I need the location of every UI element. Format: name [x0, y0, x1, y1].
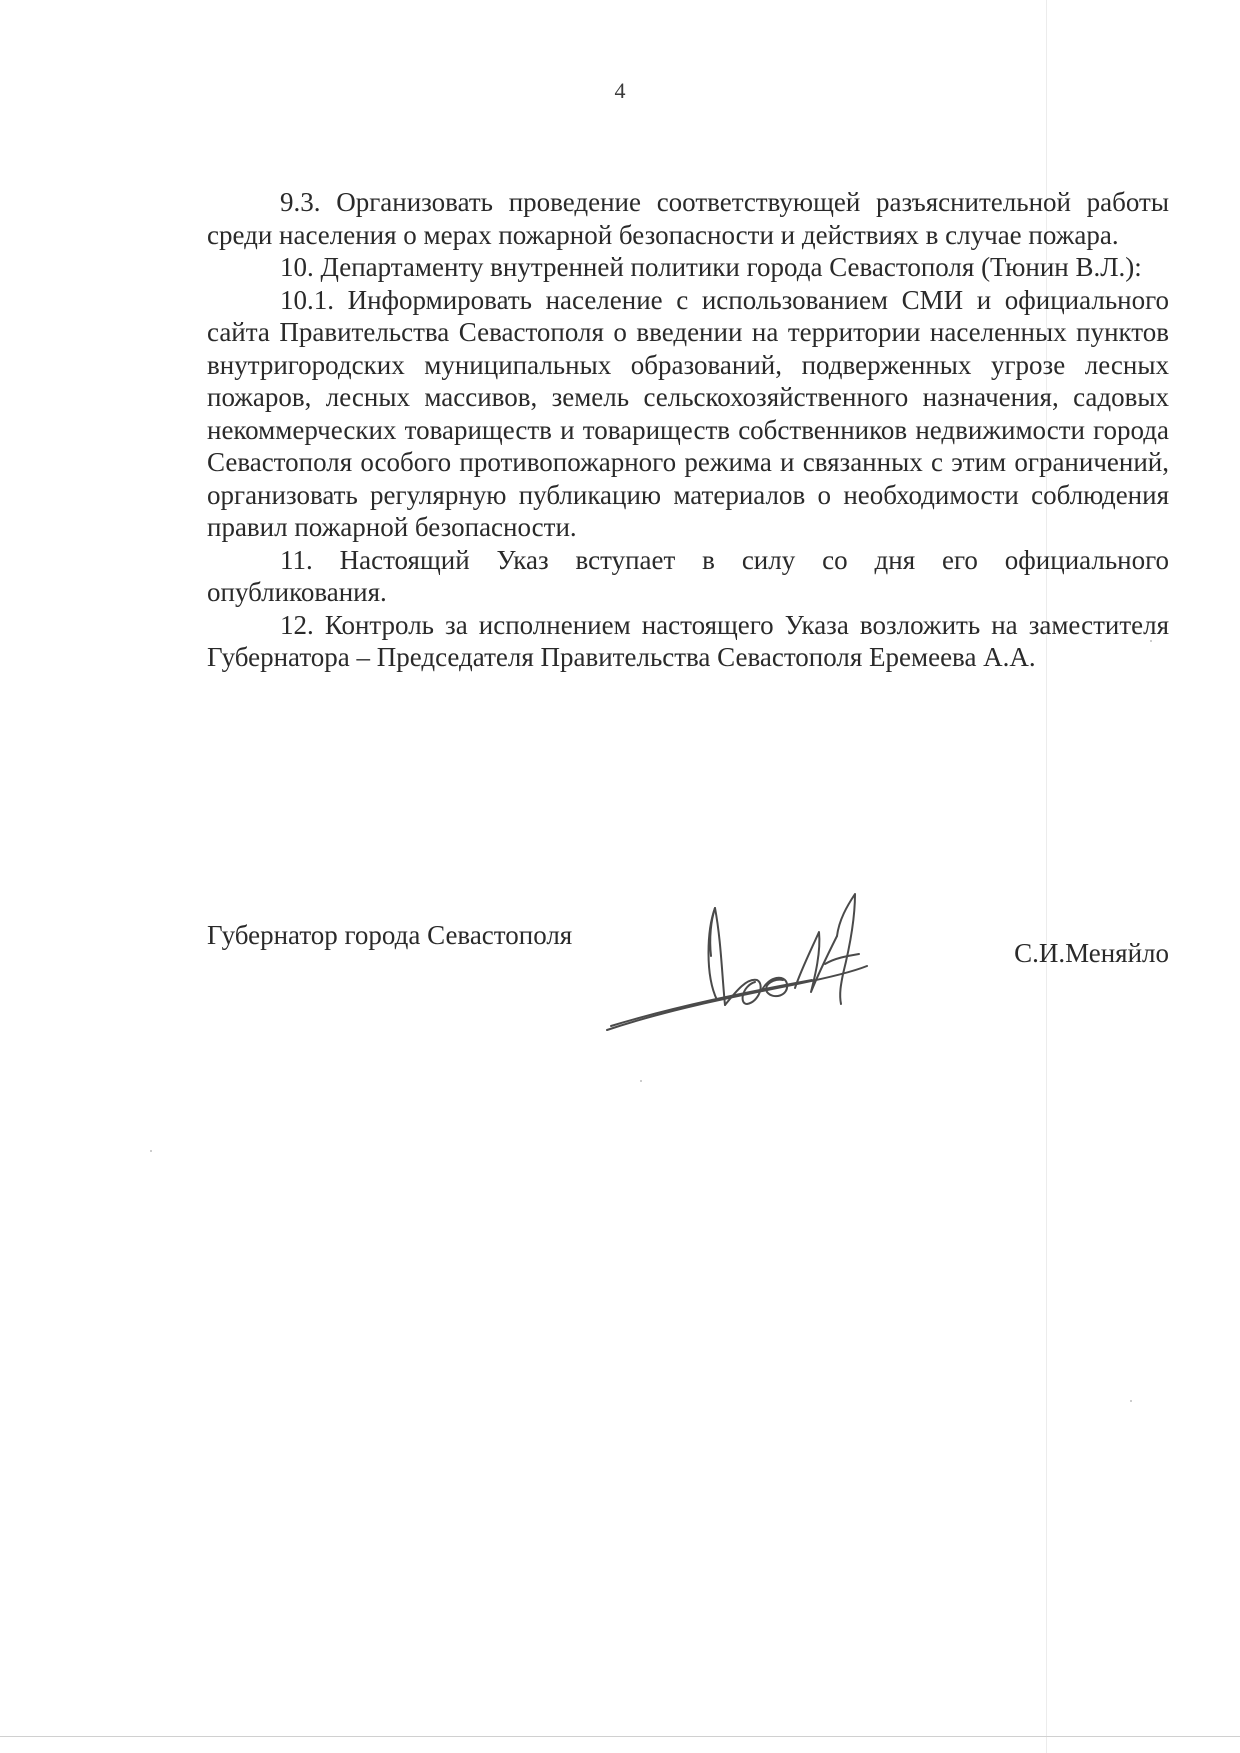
scan-speck — [150, 1150, 152, 1152]
scan-speck — [640, 1080, 642, 1082]
scan-artifact-line — [0, 1736, 1240, 1737]
paragraph-9-3: 9.3. Организовать проведение соответствующей разъяснительной работы среди населения о мерах пожарной безопасности и действиях в случае пожара. — [207, 187, 1169, 250]
scan-speck — [1130, 1400, 1132, 1402]
signatory-title: Губернатор города Севастополя — [207, 920, 573, 950]
paragraph-10-1: 10.1. Информировать население с использованием СМИ и официального сайта Правительства Севастополя о введении на территории населенных пунктов внутригородских муниципальных образований, подверженных угрозе лесных пожаров, лесных массивов, земель сельскохозяйственного назначения, садовых некоммерческих товариществ и товариществ собственников недвижимости города Севастополя особого противопожарного режима и связанных с этим ограничений, организовать регулярную публикацию материалов о необходимости соблюдения правил пожарной безопасности. — [207, 284, 1169, 542]
signature-block — [207, 920, 1169, 1060]
page-number: 4 — [614, 78, 626, 103]
paragraph-12: 12. Контроль за исполнением настоящего Указа возложить на заместителя Губернатора – Председателя Правительства Севастополя Еремеева А.А. — [207, 609, 1169, 672]
paragraph-10: 10. Департаменту внутренней политики города Севастополя (Тюнин В.Л.): — [280, 252, 1142, 282]
handwritten-signature — [597, 880, 927, 1040]
document-body — [207, 186, 1169, 674]
paragraph-11: 11. Настоящий Указ вступает в силу со дня его официального опубликования. — [207, 544, 1169, 607]
signatory-name: С.И.Меняйло — [1014, 938, 1169, 968]
